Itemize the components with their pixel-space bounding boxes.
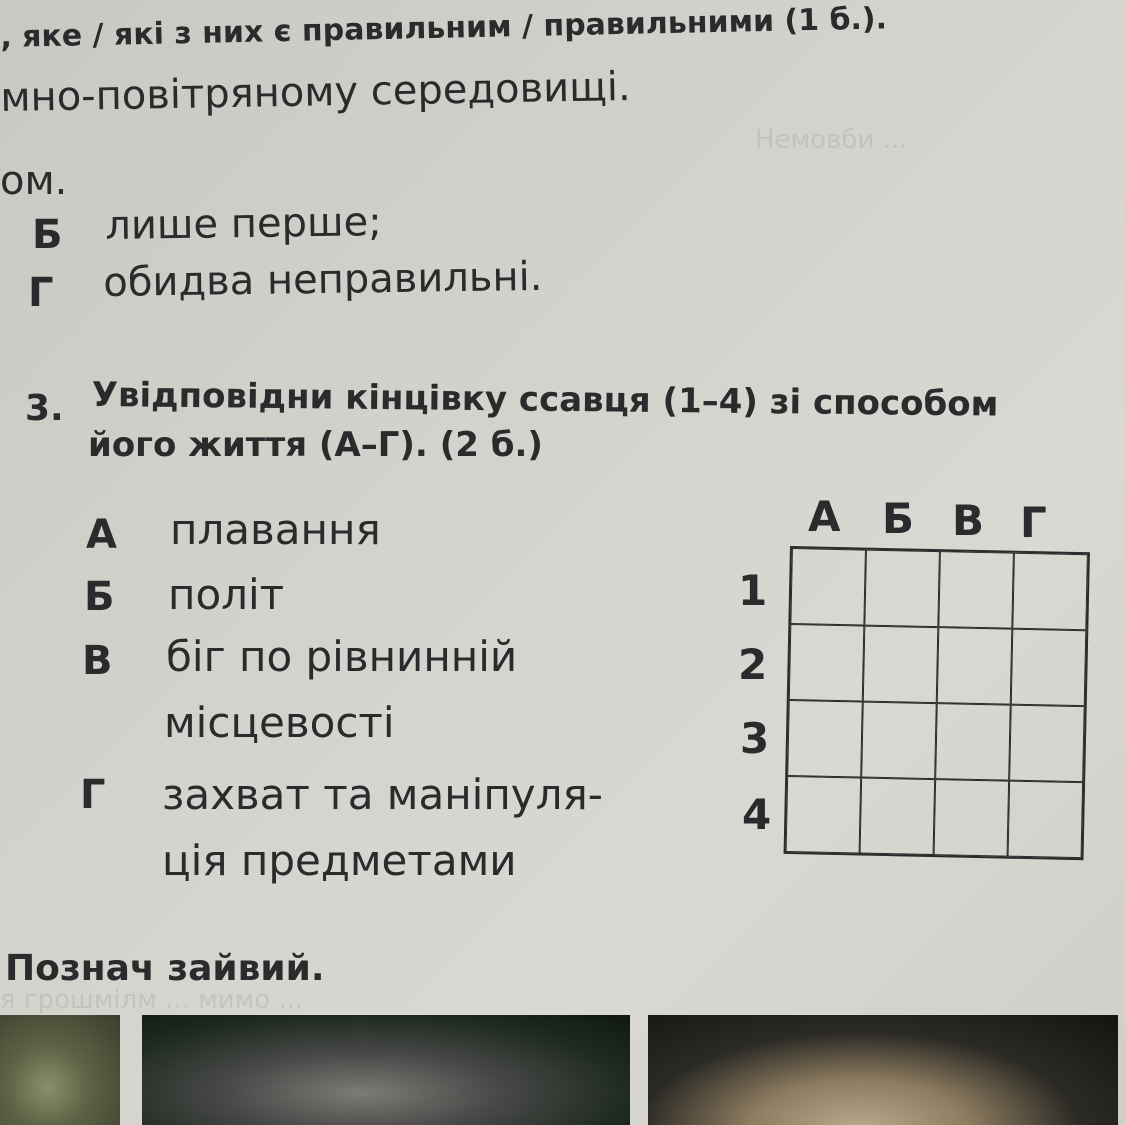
answer-cell-2v[interactable] xyxy=(937,627,1013,705)
top-option-b-text: лише перше; xyxy=(105,199,382,249)
answer-cell-3b[interactable] xyxy=(861,702,937,780)
photo-2 xyxy=(142,1015,630,1125)
answer-cell-4b[interactable] xyxy=(860,778,936,856)
answer-cell-3v[interactable] xyxy=(935,703,1011,781)
grid-row-number-3: 3 xyxy=(740,714,770,763)
answer-grid xyxy=(784,546,1090,860)
photo-3 xyxy=(648,1015,1118,1125)
grid-col-header-v: В xyxy=(952,496,985,545)
grid-row-number-4: 4 xyxy=(742,790,772,839)
answer-cell-4g[interactable] xyxy=(1008,781,1084,859)
answer-cell-3g[interactable] xyxy=(1009,705,1085,783)
option-text-v-cont: місцевості xyxy=(164,698,395,747)
answer-cell-2g[interactable] xyxy=(1011,629,1087,707)
option-text-v: біг по рівнинній xyxy=(166,632,518,681)
top-option-b-letter: Б xyxy=(32,212,63,258)
answer-cell-1v[interactable] xyxy=(938,551,1014,629)
option-letter-a: А xyxy=(86,512,117,558)
photo-1 xyxy=(0,1015,120,1125)
top-line-3: ом. xyxy=(0,158,68,204)
top-line-2: мно-повітряному середовищі. xyxy=(0,63,632,121)
option-text-b: політ xyxy=(168,570,285,619)
option-letter-g: Г xyxy=(80,772,106,818)
top-line-1: , яке / які з них є правильним / правильними (1 б.). xyxy=(0,1,888,55)
option-text-g-cont: ція предметами xyxy=(162,836,517,885)
option-text-g: захват та маніпуля- xyxy=(162,770,603,819)
answer-cell-3a[interactable] xyxy=(787,700,863,778)
question-line-2: його життя (А–Г). (2 б.) xyxy=(88,425,543,465)
option-letter-v: В xyxy=(82,638,113,684)
bleed-through-text-1: Немовби ... xyxy=(755,125,908,155)
grid-row-number-1: 1 xyxy=(738,566,768,615)
answer-cell-1a[interactable] xyxy=(790,548,866,626)
option-text-a: плавання xyxy=(170,505,381,554)
answer-cell-4a[interactable] xyxy=(786,776,862,854)
answer-cell-1b[interactable] xyxy=(864,550,940,628)
answer-cell-1g[interactable] xyxy=(1012,553,1088,631)
question-line-1: Увідповідни кінцівку ссавця (1–4) зі способом xyxy=(91,375,999,425)
grid-col-header-g: Г xyxy=(1020,498,1047,547)
grid-col-header-a: А xyxy=(808,492,841,541)
next-task-instruction: Познач зайвий. xyxy=(5,948,325,989)
option-letter-b: Б xyxy=(84,574,115,620)
question-number: 3. xyxy=(25,388,64,429)
grid-row-number-2: 2 xyxy=(738,640,768,689)
answer-cell-4v[interactable] xyxy=(934,779,1010,857)
bleed-through-text-2: я грошмілм ... мимо ... xyxy=(0,985,304,1015)
top-option-g-letter: Г xyxy=(28,270,54,316)
answer-cell-2b[interactable] xyxy=(863,626,939,704)
top-option-g-text: обидва неправильні. xyxy=(103,253,543,306)
grid-col-header-b: Б xyxy=(882,494,915,543)
answer-cell-2a[interactable] xyxy=(789,624,865,702)
